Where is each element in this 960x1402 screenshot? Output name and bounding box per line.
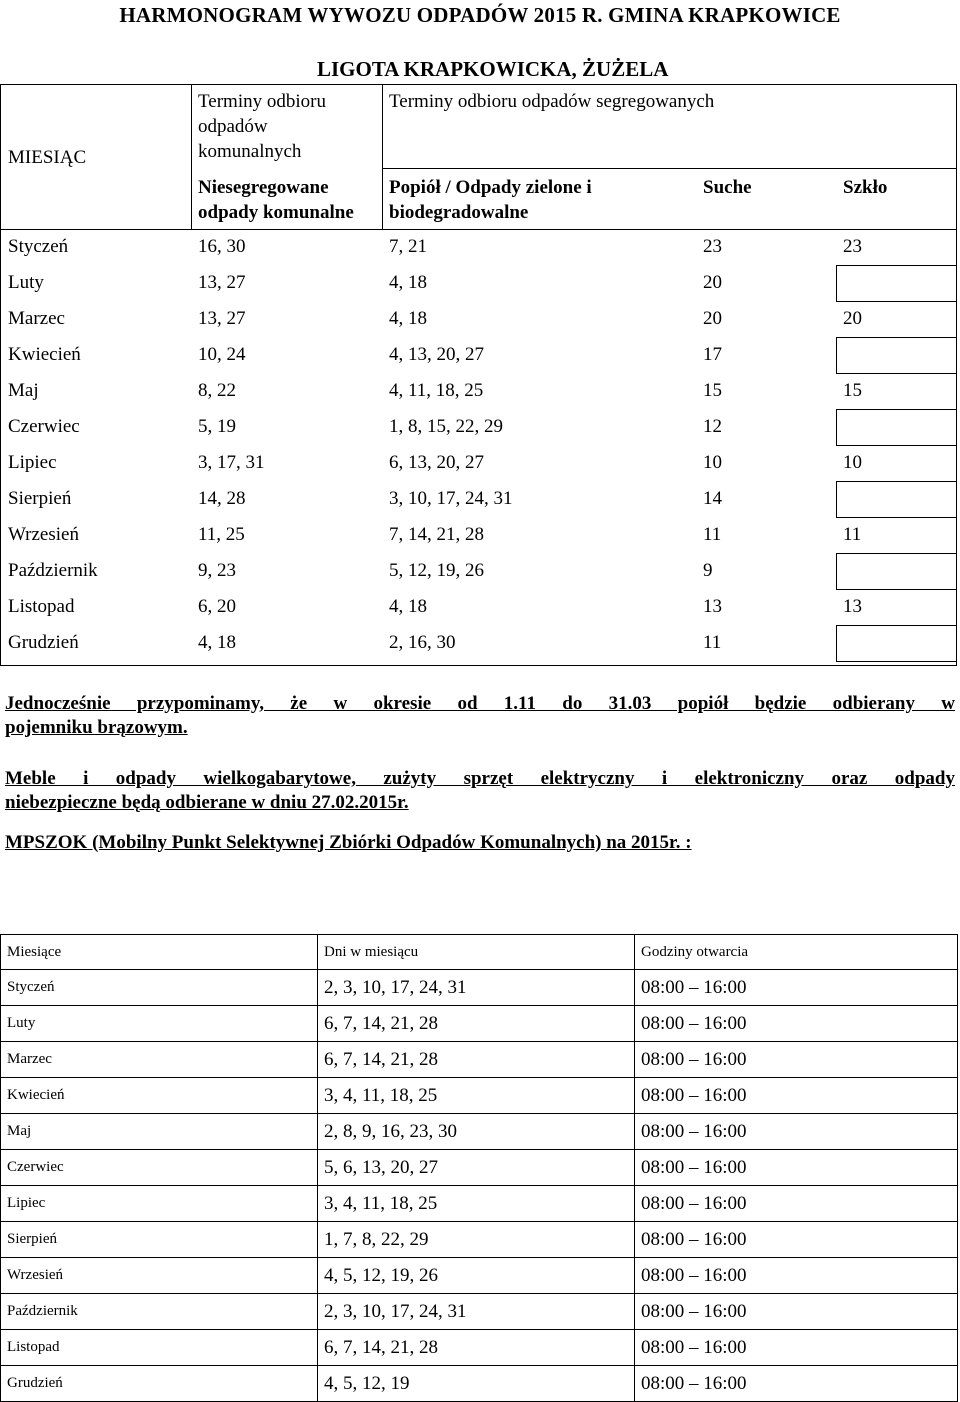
mpszok-hours: 08:00 – 16:00 (635, 1042, 958, 1078)
mpszok-row (1, 1366, 958, 1402)
schedule-cell-glass: 10 (843, 452, 862, 473)
glass-empty-box-bottom (836, 445, 957, 446)
schedule-cell-dry: 17 (703, 344, 722, 365)
schedule-cell-month: Luty (8, 272, 44, 293)
schedule-cell-unsorted: 4, 18 (198, 632, 236, 653)
mpszok-days: 2, 8, 9, 16, 23, 30 (318, 1114, 635, 1150)
mpszok-days: 1, 7, 8, 22, 29 (318, 1222, 635, 1258)
schedule-cell-month: Grudzień (8, 632, 79, 653)
table-border-bottom (0, 665, 957, 666)
header-unsorted-line2: odpady komunalne (198, 202, 354, 223)
mpszok-month: Wrzesień (1, 1258, 318, 1294)
schedule-cell-glass: 23 (843, 236, 862, 257)
schedule-cell-dry: 10 (703, 452, 722, 473)
mpszok-hours: 08:00 – 16:00 (635, 1366, 958, 1402)
schedule-table (0, 84, 957, 666)
schedule-cell-unsorted: 16, 30 (198, 236, 246, 257)
mpszok-header-row (1, 935, 958, 970)
header-ash-line2: biodegradowalne (389, 202, 529, 223)
schedule-cell-unsorted: 8, 22 (198, 380, 236, 401)
glass-empty-box-bottom (836, 373, 957, 374)
schedule-cell-month: Marzec (8, 308, 65, 329)
header-bottom-line (0, 229, 957, 230)
schedule-cell-month: Sierpień (8, 488, 72, 509)
mpszok-month: Czerwiec (1, 1150, 318, 1186)
schedule-cell-dry: 20 (703, 308, 722, 329)
mpszok-days: 4, 5, 12, 19, 26 (318, 1258, 635, 1294)
mpszok-days: 3, 4, 11, 18, 25 (318, 1186, 635, 1222)
document-subtitle: LIGOTA KRAPKOWICKA, ŻUŻELA (317, 57, 669, 81)
schedule-cell-unsorted: 9, 23 (198, 560, 236, 581)
glass-empty-box-top (836, 481, 957, 482)
document-title: HARMONOGRAM WYWOZU ODPADÓW 2015 R. GMINA KRAPKOWICE (119, 3, 841, 27)
schedule-cell-unsorted: 3, 17, 31 (198, 452, 265, 473)
mpszok-month: Maj (1, 1114, 318, 1150)
schedule-cell-unsorted: 14, 28 (198, 488, 246, 509)
glass-empty-box-top (836, 625, 957, 626)
header-ash-line1: Popiół / Odpady zielone i (389, 177, 592, 198)
mpszok-month: Październik (1, 1294, 318, 1330)
mpszok-month: Luty (1, 1006, 318, 1042)
glass-empty-box-top (836, 553, 957, 554)
schedule-cell-ash-green: 6, 13, 20, 27 (389, 452, 484, 473)
mpszok-row (1, 1150, 958, 1186)
mpszok-month: Marzec (1, 1042, 318, 1078)
mpszok-hours: 08:00 – 16:00 (635, 1186, 958, 1222)
schedule-cell-month: Październik (8, 560, 98, 581)
bulky-waste-notice (5, 767, 955, 815)
mpszok-hours: 08:00 – 16:00 (635, 1222, 958, 1258)
glass-empty-box-bottom (836, 661, 957, 662)
header-municipal-line2: odpadów (198, 116, 268, 137)
schedule-cell-dry: 11 (703, 632, 722, 653)
glass-empty-box-left (836, 481, 837, 518)
mpszok-days: 2, 3, 10, 17, 24, 31 (318, 970, 635, 1006)
glass-empty-box-left (836, 553, 837, 590)
header-divider-month (191, 84, 192, 229)
schedule-cell-month: Lipiec (8, 452, 57, 473)
schedule-cell-unsorted: 13, 27 (198, 308, 246, 329)
mpszok-days: 3, 4, 11, 18, 25 (318, 1078, 635, 1114)
bulky-notice-line2: niebezpieczne będą odbierane w dniu 27.02.2015r. (5, 792, 409, 813)
schedule-cell-unsorted: 5, 19 (198, 416, 236, 437)
table-border-left (0, 84, 1, 666)
schedule-cell-dry: 12 (703, 416, 722, 437)
glass-empty-box-bottom (836, 301, 957, 302)
table-border-top (0, 84, 957, 85)
schedule-cell-ash-green: 2, 16, 30 (389, 632, 456, 653)
header-divider-segregated-sub (382, 168, 957, 169)
schedule-cell-ash-green: 3, 10, 17, 24, 31 (389, 488, 513, 509)
header-municipal-line3: komunalnych (198, 141, 302, 162)
schedule-cell-month: Kwiecień (8, 344, 81, 365)
glass-empty-box-bottom (836, 517, 957, 518)
schedule-cell-unsorted: 13, 27 (198, 272, 246, 293)
mpszok-header-days: Dni w miesiącu (318, 935, 635, 970)
glass-empty-box-top (836, 265, 957, 266)
mpszok-header-months: Miesiące (1, 935, 318, 970)
schedule-cell-ash-green: 4, 11, 18, 25 (389, 380, 484, 401)
mpszok-hours: 08:00 – 16:00 (635, 1294, 958, 1330)
mpszok-hours: 08:00 – 16:00 (635, 1150, 958, 1186)
schedule-cell-dry: 11 (703, 524, 722, 545)
schedule-grid (0, 84, 957, 666)
schedule-cell-ash-green: 1, 8, 15, 22, 29 (389, 416, 503, 437)
schedule-cell-month: Listopad (8, 596, 75, 617)
mpszok-row (1, 1006, 958, 1042)
mpszok-row (1, 1186, 958, 1222)
ash-notice-line2: pojemniku brązowym. (5, 717, 188, 738)
notes-section (5, 692, 955, 855)
mpszok-days: 4, 5, 12, 19 (318, 1366, 635, 1402)
schedule-cell-unsorted: 6, 20 (198, 596, 236, 617)
mpszok-row (1, 1222, 958, 1258)
mpszok-days: 2, 3, 10, 17, 24, 31 (318, 1294, 635, 1330)
mpszok-hours: 08:00 – 16:00 (635, 1330, 958, 1366)
mpszok-row (1, 1294, 958, 1330)
mpszok-row (1, 1330, 958, 1366)
mpszok-heading: MPSZOK (Mobilny Punkt Selektywnej Zbiórki Odpadów Komunalnych) na 2015r. : (5, 832, 692, 853)
schedule-cell-month: Czerwiec (8, 416, 80, 437)
bulky-notice-line1: Meble i odpady wielkogabarytowe, zużyty sprzęt elektryczny i elektroniczny oraz odpady (5, 768, 955, 789)
header-dry: Suche (703, 177, 752, 198)
schedule-cell-dry: 20 (703, 272, 722, 293)
mpszok-hours: 08:00 – 16:00 (635, 1078, 958, 1114)
header-divider-segregated (382, 84, 383, 229)
schedule-cell-dry: 9 (703, 560, 713, 581)
schedule-cell-ash-green: 5, 12, 19, 26 (389, 560, 484, 581)
schedule-cell-glass: 15 (843, 380, 862, 401)
schedule-cell-month: Wrzesień (8, 524, 79, 545)
glass-empty-box-bottom (836, 589, 957, 590)
schedule-cell-ash-green: 7, 21 (389, 236, 427, 257)
mpszok-month: Lipiec (1, 1186, 318, 1222)
glass-empty-box-left (836, 625, 837, 662)
mpszok-days: 6, 7, 14, 21, 28 (318, 1042, 635, 1078)
header-municipal-line1: Terminy odbioru (198, 91, 326, 112)
header-glass: Szkło (843, 177, 888, 198)
mpszok-row (1, 1258, 958, 1294)
mpszok-row (1, 1042, 958, 1078)
schedule-cell-month: Maj (8, 380, 39, 401)
mpszok-table (0, 934, 958, 1402)
schedule-cell-dry: 13 (703, 596, 722, 617)
schedule-cell-month: Styczeń (8, 236, 69, 257)
schedule-cell-dry: 14 (703, 488, 722, 509)
mpszok-month: Listopad (1, 1330, 318, 1366)
mpszok-month: Sierpień (1, 1222, 318, 1258)
ash-notice (5, 692, 955, 740)
mpszok-month: Kwiecień (1, 1078, 318, 1114)
schedule-cell-ash-green: 4, 18 (389, 596, 427, 617)
header-segregated: Terminy odbioru odpadów segregowanych (389, 91, 715, 112)
schedule-cell-ash-green: 4, 18 (389, 272, 427, 293)
mpszok-month: Grudzień (1, 1366, 318, 1402)
glass-empty-box-top (836, 337, 957, 338)
schedule-cell-ash-green: 4, 13, 20, 27 (389, 344, 484, 365)
mpszok-row (1, 970, 958, 1006)
mpszok-hours: 08:00 – 16:00 (635, 1114, 958, 1150)
glass-empty-box-top (836, 409, 957, 410)
glass-empty-box-left (836, 337, 837, 374)
mpszok-hours: 08:00 – 16:00 (635, 1258, 958, 1294)
mpszok-row (1, 1078, 958, 1114)
mpszok-days: 6, 7, 14, 21, 28 (318, 1006, 635, 1042)
mpszok-days: 6, 7, 14, 21, 28 (318, 1330, 635, 1366)
schedule-cell-glass: 20 (843, 308, 862, 329)
schedule-cell-ash-green: 7, 14, 21, 28 (389, 524, 484, 545)
schedule-cell-unsorted: 11, 25 (198, 524, 245, 545)
mpszok-header-hours: Godziny otwarcia (635, 935, 958, 970)
ash-notice-line1: Jednocześnie przypominamy, że w okresie od 1.11 do 31.03 popiół będzie odbierany w (5, 693, 955, 714)
schedule-cell-glass: 13 (843, 596, 862, 617)
table-border-right (956, 84, 957, 666)
schedule-cell-ash-green: 4, 18 (389, 308, 427, 329)
header-month: MIESIĄC (8, 147, 87, 168)
glass-empty-box-left (836, 265, 837, 302)
mpszok-row (1, 1114, 958, 1150)
mpszok-days: 5, 6, 13, 20, 27 (318, 1150, 635, 1186)
mpszok-hours: 08:00 – 16:00 (635, 970, 958, 1006)
header-unsorted-line1: Niesegregowane (198, 177, 329, 198)
schedule-cell-dry: 15 (703, 380, 722, 401)
schedule-cell-unsorted: 10, 24 (198, 344, 246, 365)
schedule-cell-glass: 11 (843, 524, 862, 545)
mpszok-hours: 08:00 – 16:00 (635, 1006, 958, 1042)
schedule-cell-dry: 23 (703, 236, 722, 257)
glass-empty-box-left (836, 409, 837, 446)
mpszok-month: Styczeń (1, 970, 318, 1006)
